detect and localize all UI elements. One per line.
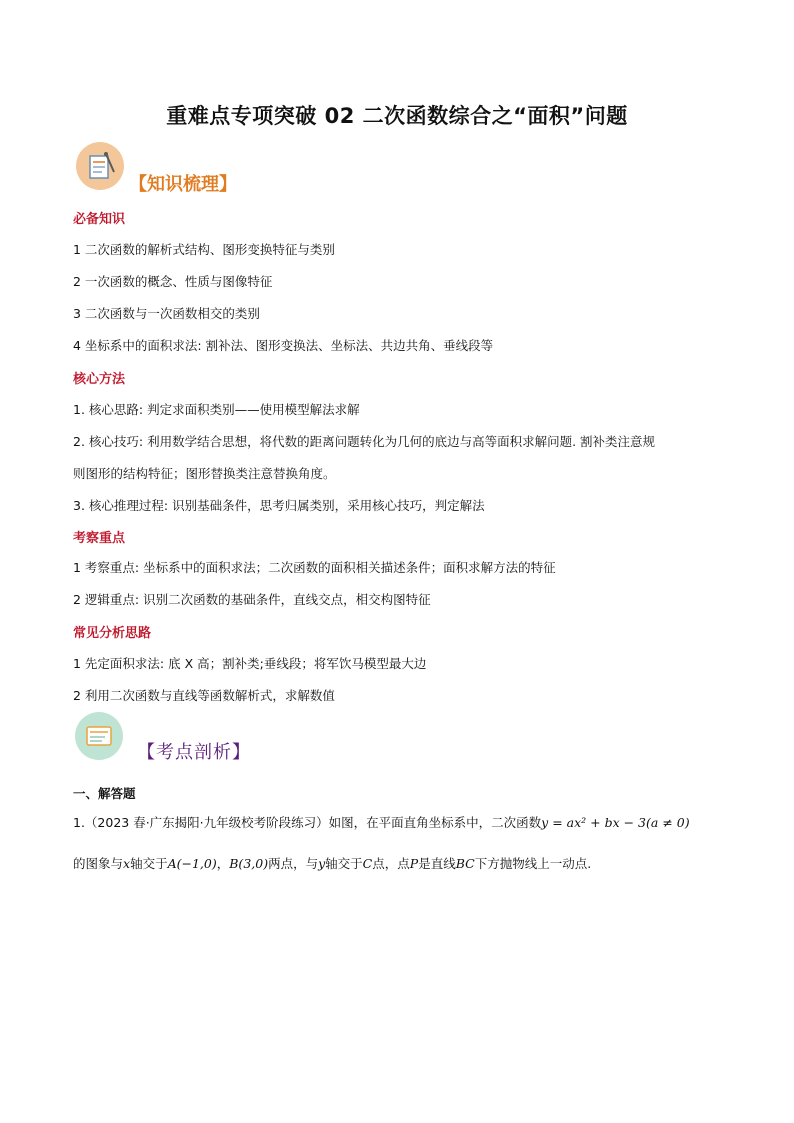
list-item: 则图形的结构特征；图形替换类注意替换角度。 [73, 466, 336, 481]
list-item: 3 二次函数与一次函数相交的类别 [73, 306, 260, 321]
question-text: 点，点 [372, 856, 410, 871]
point-b: B(3,0) [229, 856, 269, 871]
list-item: 3. 核心推理过程: 识别基础条件，思考归属类别，采用核心技巧，判定解法 [73, 498, 485, 513]
question-text: 轴交于 [130, 856, 168, 871]
subheading: 考察重点 [73, 531, 126, 546]
question-text: 的图象与 [73, 856, 124, 871]
math-var: x [123, 856, 131, 871]
quadratic-formula: y = ax² + bx − 3(a ≠ 0) [541, 815, 690, 830]
section-heading-knowledge: 【知识梳理】 [129, 174, 237, 195]
list-item: 2 利用二次函数与直线等函数解析式，求解数值 [73, 688, 335, 703]
question-1-line-1 [73, 813, 690, 831]
part-heading: 一、解答题 [73, 786, 136, 801]
question-text: 是直线 [418, 856, 456, 871]
question-1-line-2 [73, 854, 591, 872]
question-text: 轴交于 [325, 856, 363, 871]
section-heading-analysis: 【考点剖析】 [137, 742, 251, 763]
question-text: 1.（2023 春·广东揭阳·九年级校考阶段练习）如图，在平面直角坐标系中，二次函数 [73, 815, 542, 830]
list-item: 2. 核心技巧: 利用数学结合思想，将代数的距离问题转化为几何的底边与高等面积求解问题. 割补类注意规 [73, 434, 656, 449]
point-a: A(−1,0) [167, 856, 217, 871]
list-item: 1 考察重点: 坐标系中的面积求法；二次函数的面积相关描述条件；面积求解方法的特征 [73, 560, 556, 575]
question-text: ， [216, 856, 230, 871]
list-item: 1 二次函数的解析式结构、图形变换特征与类别 [73, 242, 335, 257]
point-c: C [362, 856, 373, 871]
list-item: 4 坐标系中的面积求法: 割补法、图形变换法、坐标法、共边共角、垂线段等 [73, 338, 494, 353]
subheading: 核心方法 [73, 372, 126, 387]
line-bc: BC [455, 856, 475, 871]
list-item: 1. 核心思路: 判定求面积类别——使用模型解法求解 [73, 402, 360, 417]
knowledge-icon [76, 142, 124, 190]
question-text: 下方抛物线上一动点. [474, 856, 592, 871]
point-p: P [409, 856, 419, 871]
subheading: 必备知识 [73, 212, 126, 227]
subheading: 常见分析思路 [73, 626, 152, 641]
page-title: 重难点专项突破 02 二次函数综合之“面积”问题 [166, 104, 628, 128]
analysis-icon [75, 712, 123, 760]
list-item: 1 先定面积求法: 底 X 高；割补类;垂线段；将军饮马模型最大边 [73, 656, 427, 671]
list-item: 2 逻辑重点: 识别二次函数的基础条件，直线交点，相交构图特征 [73, 592, 431, 607]
list-item: 2 一次函数的概念、性质与图像特征 [73, 274, 273, 289]
math-var: y [318, 856, 326, 871]
question-text: 两点，与 [268, 856, 319, 871]
